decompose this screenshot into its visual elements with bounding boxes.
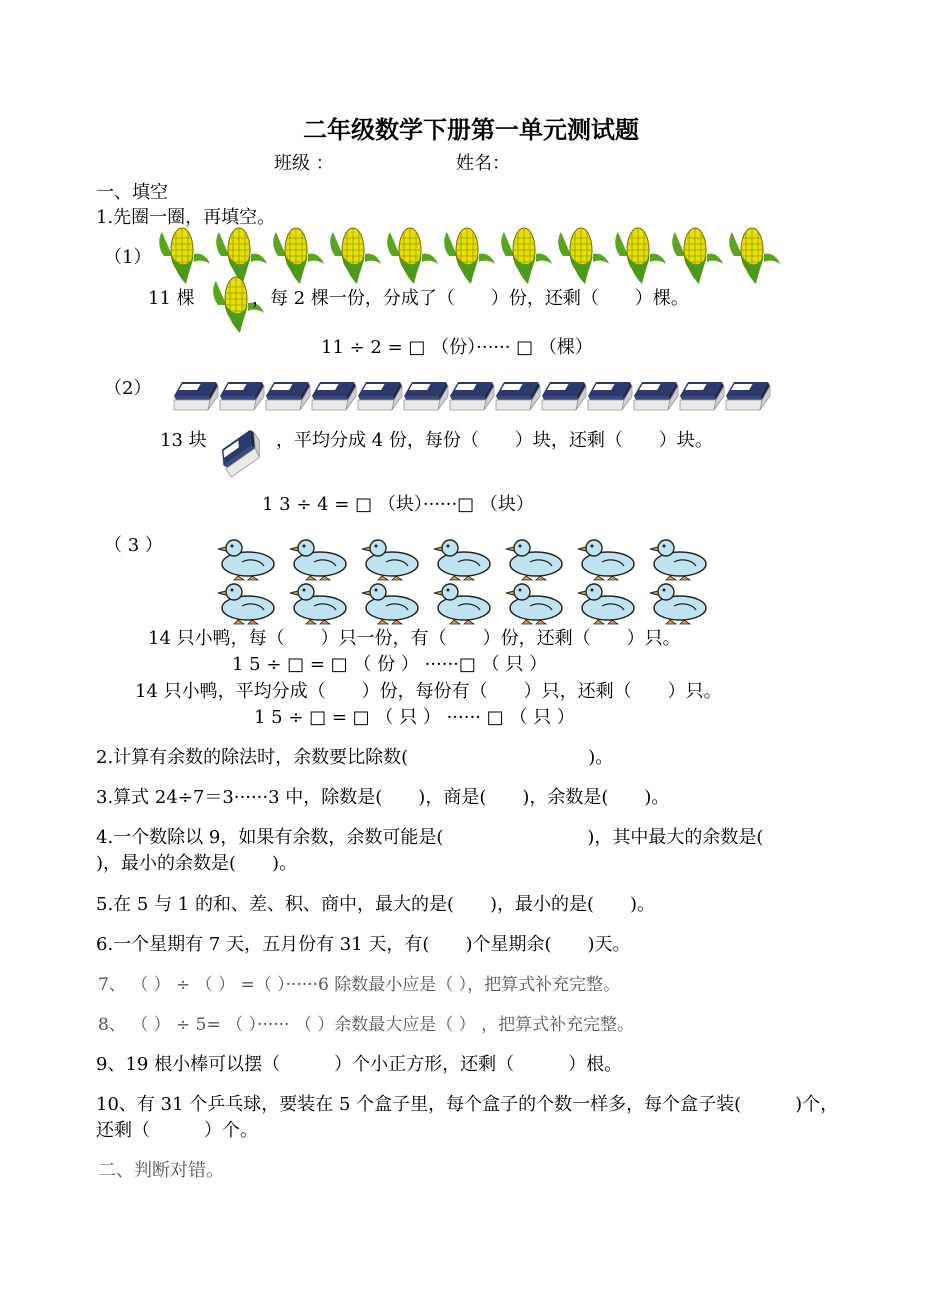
- part-1-text-b: ，每 2 棵一份，分成了（ ）份，还剩（ ）棵。: [252, 288, 689, 309]
- corn-icon: [444, 228, 495, 284]
- eraser-icon: [312, 382, 356, 410]
- eraser-icon: [358, 382, 402, 410]
- duck-icon: [578, 540, 634, 580]
- section-heading-true-false: 二、判断对错。: [98, 1160, 224, 1181]
- part-2-text-a: 13 块: [160, 430, 207, 451]
- duck-icon: [218, 540, 274, 580]
- duck-icon: [290, 540, 346, 580]
- duck-row: [216, 538, 736, 628]
- duck-icon: [362, 584, 418, 624]
- eraser-icon: [450, 382, 494, 410]
- part-1-text-a: 11 棵: [148, 288, 195, 309]
- part-2-number: （2）: [104, 378, 152, 399]
- question-7: 7、 （ ） ÷ （ ） =（ ）······6 除数最小应是（ ），把算式补充完整。: [98, 975, 621, 995]
- eraser-icon: [266, 382, 310, 410]
- part-3-line-1: 14 只小鸭，每（ ）只一份，有（ ）份，还剩（ ）只。: [148, 628, 681, 649]
- name-label: 姓名：: [456, 153, 510, 174]
- corn-icon: [159, 228, 210, 284]
- page-title: 二年级数学下册第一单元测试题: [303, 116, 639, 144]
- question-10-line-a: 10、有 31 个乒乓球，要装在 5 个盒子里，每个盒子的个数一样多，每个盒子装( )个，: [96, 1094, 839, 1115]
- question-4-line-b: )，最小的余数是( )。: [96, 853, 298, 874]
- question-5: 5.在 5 与 1 的和、差、积、商中，最大的是( )，最小的是( )。: [96, 894, 656, 915]
- duck-icon: [434, 584, 490, 624]
- part-1-formula: 11 ÷ 2 = □ （份）······ □ （棵）: [321, 337, 593, 358]
- eraser-row: [172, 378, 792, 418]
- corn-icon: [558, 228, 609, 284]
- question-10-line-b: 还剩（ ）个。: [96, 1120, 258, 1141]
- eraser-icon: [588, 382, 632, 410]
- duck-icon: [650, 540, 706, 580]
- question-4-line-a: 4.一个数除以 9，如果有余数，余数可能是( )，其中最大的余数是(: [96, 827, 764, 848]
- part-3-formula-1: 1 5 ÷ □ = □ （ 份 ） ······□ （ 只 ）: [232, 654, 548, 675]
- duck-icon: [290, 584, 346, 624]
- eraser-icon: [680, 382, 724, 410]
- question-8: 8、 （ ） ÷ 5= （ ）······ （ ）余数最大应是（ ） ，把算式补充完整。: [98, 1015, 635, 1035]
- question-3: 3.算式 24÷7＝3······3 中，除数是( )，商是( )，余数是( )。: [96, 787, 670, 808]
- part-2-formula: 1 3 ÷ 4 = □ （块）······□ （块）: [262, 494, 534, 515]
- duck-icon: [506, 584, 562, 624]
- question-6: 6.一个星期有 7 天，五月份有 31 天，有( )个星期余( )天。: [96, 934, 631, 955]
- corn-icon: [729, 228, 780, 284]
- eraser-icon: [542, 382, 586, 410]
- duck-icon: [362, 540, 418, 580]
- eraser-icon: [634, 382, 678, 410]
- duck-icon: [506, 540, 562, 580]
- question-1-prompt: 1.先圈一圈，再填空。: [96, 207, 276, 228]
- part-3-formula-2: 1 5 ÷ □ = □ （ 只 ） ······ □ （ 只 ）: [254, 707, 575, 728]
- eraser-icon: [726, 382, 770, 410]
- part-3-number: （ 3 ）: [104, 535, 163, 556]
- corn-icon: [387, 228, 438, 284]
- class-label: 班级 ：: [274, 153, 334, 174]
- section-heading-fill-blank: 一、填空: [96, 182, 168, 203]
- eraser-icon: [220, 382, 264, 410]
- eraser-icon: [174, 382, 218, 410]
- question-2: 2.计算有余数的除法时，余数要比除数( )。: [96, 747, 614, 768]
- corn-icon: [615, 228, 666, 284]
- question-9: 9、19 根小棒可以摆（ ）个小正方形，还剩（ ）根。: [96, 1054, 623, 1075]
- part-1-number: （1）: [104, 247, 152, 268]
- eraser-icon: [404, 382, 448, 410]
- duck-icon: [578, 584, 634, 624]
- part-2-text-b: ，平均分成 4 份，每份（ ）块，还剩（ ）块。: [276, 430, 713, 451]
- corn-icon: [501, 228, 552, 284]
- corn-icon: [672, 228, 723, 284]
- part-3-line-2: 14 只小鸭，平均分成（ ）份，每份有（ ）只，还剩（ ）只。: [135, 681, 722, 702]
- corn-icon: [273, 228, 324, 284]
- duck-icon: [434, 540, 490, 580]
- eraser-icon: [496, 382, 540, 410]
- eraser-icon: [214, 428, 266, 480]
- corn-icon: [330, 228, 381, 284]
- duck-icon: [650, 584, 706, 624]
- duck-icon: [218, 584, 274, 624]
